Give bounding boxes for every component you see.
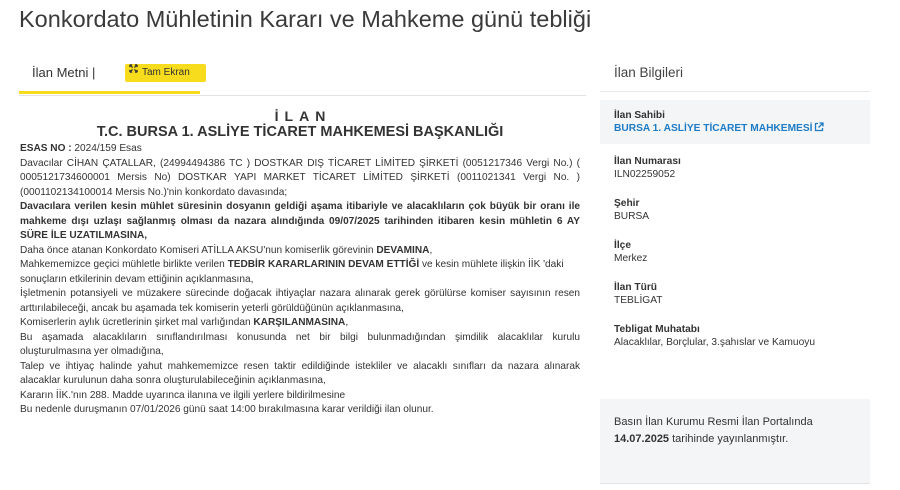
text-span-bold: DEVAMINA: [376, 244, 430, 256]
owner-link[interactable]: [614, 122, 870, 135]
recipient-value: Alacaklılar, Borçlular, 3.şahıslar ve Kamuoyu: [614, 337, 816, 348]
text-span: ve kesin mühlete ilişkin İİK 'daki sonuçların etkilerinin devam ettiğinin açıklanmasına,: [20, 259, 564, 285]
paragraph-commissioner: [20, 244, 580, 259]
publication-note: [600, 399, 870, 484]
text-span: Komiserlerin aylık ücretlerinin şirket mal varlığından: [20, 317, 254, 328]
page-title: Konkordato Mühletinin Kararı ve Mahkeme günü tebliği: [19, 6, 592, 32]
text-span-bold: KARŞILANMASINA: [253, 317, 346, 328]
announcement-heading: İLAN: [274, 108, 332, 124]
recipient-label: Tebligat Muhatabı: [614, 324, 700, 335]
case-number: [20, 142, 580, 157]
owner-link-text: BURSA 1. ASLİYE TİCARET MAHKEMESİ: [614, 123, 813, 134]
text-span: Daha önce atanan Konkordato Komiseri ATİLLA AKSU'nun komiserlik görevinin: [20, 244, 377, 256]
paragraph-measures: [20, 258, 580, 287]
tab-divider: [19, 95, 586, 96]
sidebar: [600, 53, 870, 349]
text-span-bold: TEDBİR KARARLARININ DEVAM ETTİĞİ: [227, 259, 420, 270]
paragraph-parties: Davacılar CİHAN ÇATALLAR, (24994494386 TC ) DOSTKAR DIŞ TİCARET LİMİTED ŞİRKETİ (0051217346 Vergi No.) ( 0005121734600001 Mersis No) DOSTKAR YAPI MARKET TİCARET LİMİTED ŞİRKETİ (0011021341 Vergi No. )(0001102134100014 Mersis No.)'nin konkordato davasında;: [20, 157, 580, 198]
info-city: [600, 197, 870, 223]
number-label: İlan Numarası: [614, 156, 681, 167]
publication-date: 14.07.2025: [614, 433, 670, 445]
info-recipient: [600, 323, 870, 349]
paragraph-extension: Davacılara verilen kesin mühlet süresinin dosyanın geldiği aşama itibariyle ve alacaklıların çok büyük bir oranı ile mahkeme dışı uzlaşı sağlanmış olması da nazara alındığında 09/07/2025 tarihinden itibaren kesin mühletin 6 AY SÜRE İLE UZATILMASINA,: [20, 201, 580, 241]
publication-text: [600, 399, 870, 448]
announcement-text: [20, 108, 580, 418]
district-value: Merkez: [614, 253, 648, 264]
city-value: BURSA: [614, 211, 650, 222]
type-value: TEBLİGAT: [614, 295, 663, 306]
paragraph-committee: Talep ve ihtiyaç halinde yahut mahkememizce resen taktir edildiğinde istekliler ve alacaklı sınıfları da nazara alınarak alacaklar kurulunun daha sonra oluşturulabileceğinin açıklanmasına,: [20, 360, 580, 386]
text-span: ,: [345, 317, 349, 328]
sidebar-title: İlan Bilgileri: [614, 65, 684, 80]
publication-prefix: Basın İlan Kurumu Resmi İlan Portalında: [614, 416, 813, 428]
paragraph-notice: Kararın İİK.'nın 288. Madde uyarınca ilanına ve ilgili yerlere bildirilmesine: [20, 389, 346, 401]
fullscreen-button[interactable]: [125, 64, 206, 82]
city-label: Şehir: [614, 198, 640, 209]
type-label: İlan Türü: [614, 282, 658, 293]
external-link-icon: [812, 123, 824, 134]
paragraph-potential: İşletmenin potansiyeli ve müzakere sürecinde doğacak ihtiyaçlar nazara alınarak gerek görülürse komiser sayısının resen arttırılabileceği, ancak bu aşamada tek komiserin yeterli görüldüğünün açıklanmasına,: [20, 288, 580, 314]
expand-arrows-icon: [129, 62, 138, 80]
info-district: [600, 239, 870, 265]
tab-label: İlan Metni |: [32, 65, 96, 80]
text-span: Mahkememizce geçici mühletle birlikte verilen: [20, 259, 228, 270]
owner-box: [600, 100, 870, 144]
owner-label: İlan Sahibi: [614, 110, 665, 121]
info-number: [600, 155, 870, 181]
text-span: ,: [429, 244, 433, 256]
paragraph-hearing: Bu nedenle duruşmanın 07/01/2026 günü saat 14:00 bırakılmasına karar verildiği ilan olunur.: [20, 404, 434, 415]
number-value: ILN02259052: [614, 169, 676, 180]
paragraph-fees: [20, 316, 580, 331]
district-label: İlçe: [614, 240, 631, 251]
court-name: T.C. BURSA 1. ASLİYE TİCARET MAHKEMESİ BAŞKANLIĞI: [96, 124, 504, 140]
case-label: ESAS NO :: [20, 143, 72, 154]
sidebar-divider: [600, 91, 870, 92]
case-value: 2024/159 Esas: [71, 143, 142, 154]
tab-ilan-metni[interactable]: [19, 60, 200, 94]
fullscreen-label: Tam Ekran: [142, 67, 190, 78]
publication-suffix: tarihinde yayınlanmıştır.: [669, 433, 789, 445]
paragraph-classification: Bu aşamada alacaklıların sınıflandırılması konusunda net bir bilgi bulunmadığından şimdilik alacaklılar kurulu oluşturulmasına yer olmadığına,: [20, 331, 580, 357]
info-type: [600, 281, 870, 307]
